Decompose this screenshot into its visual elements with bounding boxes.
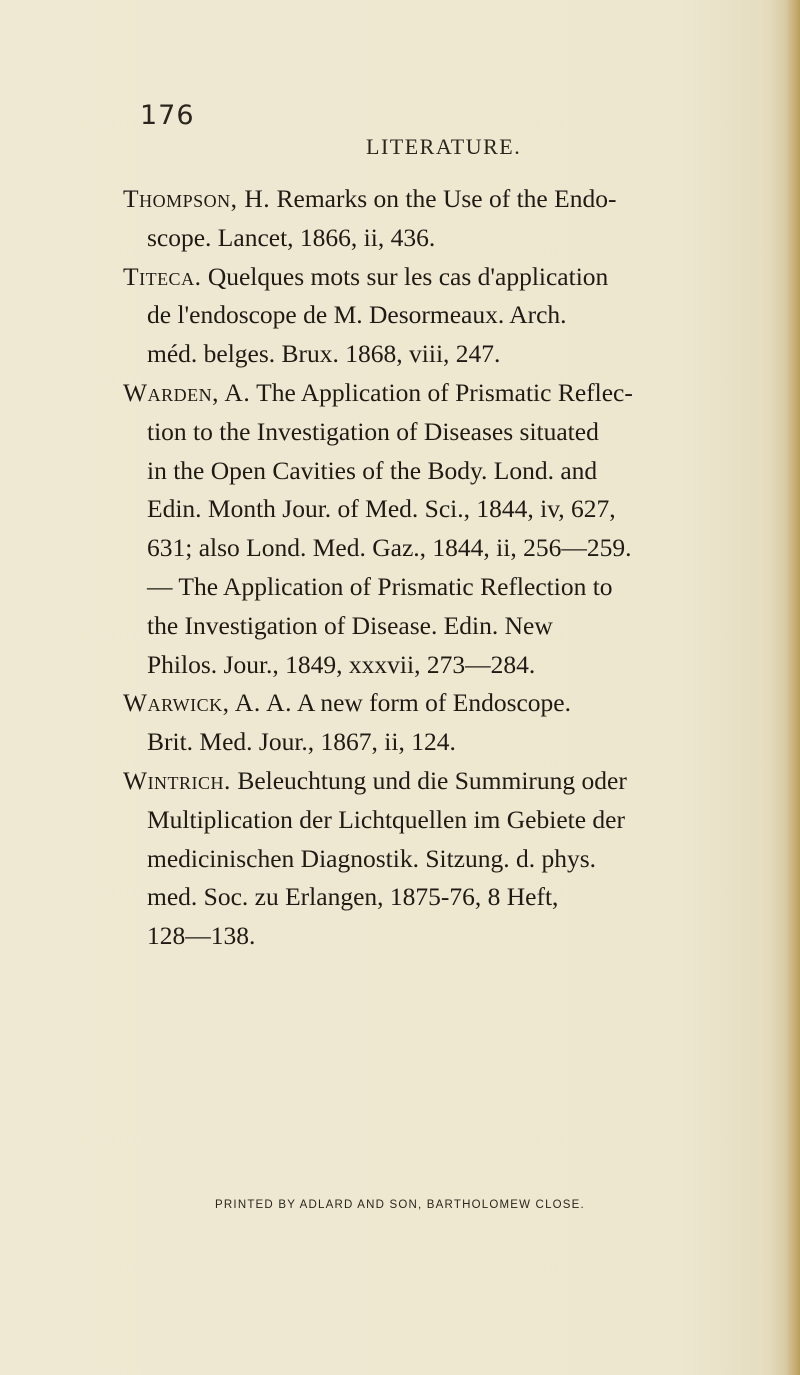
entry-line: 631; also Lond. Med. Gaz., 1844, ii, 256—259.: [147, 533, 632, 563]
bibliography-entry: [123, 762, 763, 956]
entry-text: The Application of Prismatic Reflec-: [256, 377, 633, 407]
entry-author: Warwick, A. A.: [123, 688, 292, 718]
bibliography-list: [123, 180, 763, 956]
entry-author: Thompson, H.: [123, 184, 271, 213]
entry-text: The Application of Prismatic Reflection to: [178, 571, 613, 601]
entry-line: méd. belges. Brux. 1868, viii, 247.: [147, 339, 501, 369]
entry-line: [123, 374, 763, 413]
entry-line: 128—138.: [147, 921, 256, 951]
entry-text: Remarks on the Use of the Endo-: [276, 184, 617, 213]
bibliography-entry: [123, 258, 763, 374]
printer-imprint: PRINTED BY ADLARD AND SON, BARTHOLOMEW CLOSE.: [215, 1199, 585, 1211]
bibliography-entry: [123, 568, 763, 684]
entry-text: Beleuchtung und die Summirung oder: [237, 765, 627, 795]
entry-line: [123, 180, 763, 219]
bibliography-entry: [123, 180, 763, 258]
ditto-dash: —: [147, 571, 173, 601]
entry-line: [123, 684, 763, 723]
entry-author: Warden, A.: [123, 377, 251, 407]
page-number: 176: [140, 100, 195, 131]
entry-author: Titeca.: [123, 261, 202, 291]
entry-line: the Investigation of Disease. Edin. New: [147, 610, 553, 640]
entry-line: [123, 258, 763, 297]
entry-line: med. Soc. zu Erlangen, 1875-76, 8 Heft,: [147, 882, 559, 912]
entry-line: [123, 568, 763, 607]
bibliography-entry: [123, 684, 763, 762]
entry-text: Quelques mots sur les cas d'application: [207, 261, 609, 291]
page-edge-shadow: [786, 0, 800, 1375]
entry-line: Multiplication der Lichtquellen im Gebiete der: [147, 804, 625, 834]
entry-text: A new form of Endoscope.: [296, 688, 572, 718]
running-head: LITERATURE.: [366, 134, 522, 159]
bibliography-entry: [123, 374, 763, 568]
entry-line: Edin. Month Jour. of Med. Sci., 1844, iv, 627,: [147, 494, 616, 524]
entry-line: de l'endoscope de M. Desormeaux. Arch.: [147, 300, 567, 330]
entry-line: Philos. Jour., 1849, xxxvii, 273—284.: [147, 649, 536, 679]
entry-line: Brit. Med. Jour., 1867, ii, 124.: [147, 727, 456, 757]
entry-line: in the Open Cavities of the Body. Lond. and: [147, 455, 598, 485]
entry-line: [123, 762, 763, 801]
entry-line: tion to the Investigation of Diseases situated: [147, 416, 599, 446]
entry-author: Wintrich.: [123, 765, 231, 795]
entry-line: medicinischen Diagnostik. Sitzung. d. phys.: [147, 843, 597, 873]
entry-line: scope. Lancet, 1866, ii, 436.: [147, 222, 436, 252]
